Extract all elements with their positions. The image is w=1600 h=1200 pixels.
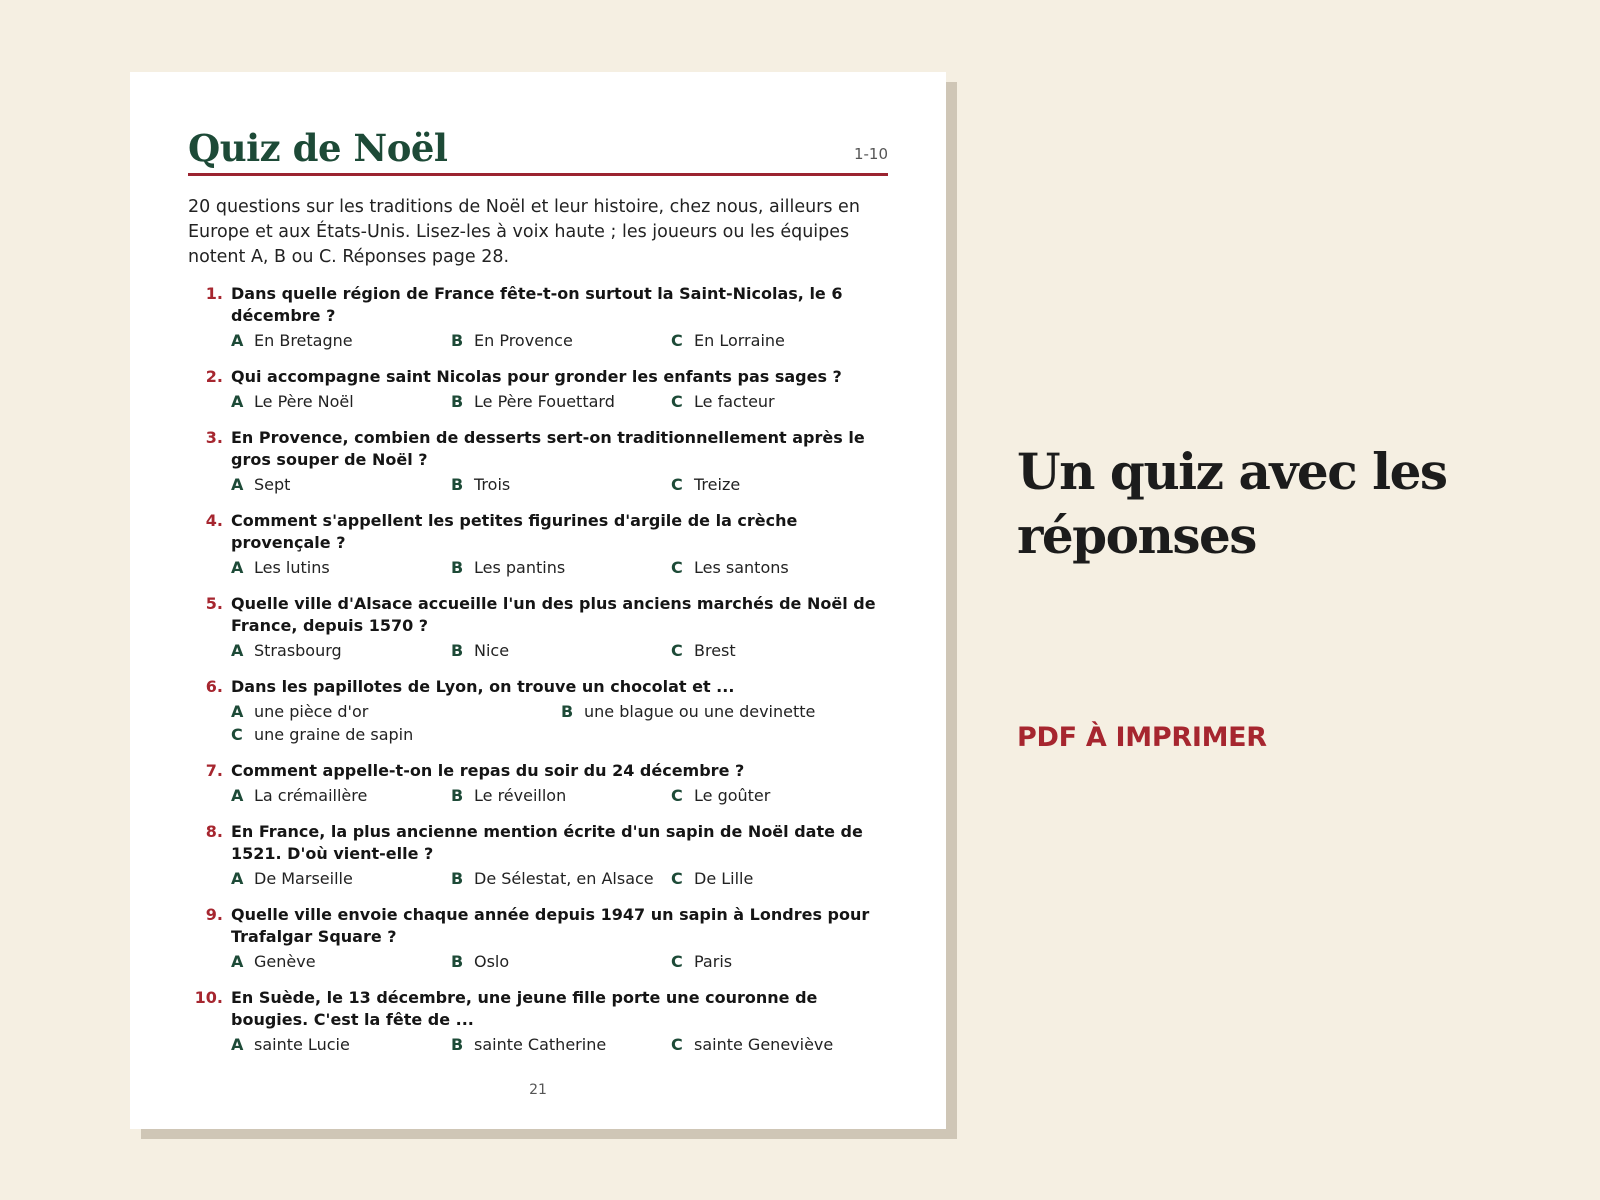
option-a bbox=[231, 700, 561, 723]
answer-options bbox=[231, 473, 891, 496]
option-letter: B bbox=[451, 951, 464, 971]
question-number: 5. bbox=[205, 593, 223, 613]
option-letter: A bbox=[231, 868, 244, 888]
question-text: Dans quelle région de France fête-t-on surtout la Saint-Nicolas, le 6 décembre ? bbox=[231, 283, 843, 325]
option-a bbox=[231, 329, 451, 352]
question-text: Quelle ville envoie chaque année depuis 1947 un sapin à Londres pour Trafalgar Square ? bbox=[231, 904, 870, 946]
option-c bbox=[231, 723, 561, 746]
option-letter: C bbox=[671, 785, 683, 805]
option-letter: C bbox=[671, 1034, 683, 1054]
option-text: En Bretagne bbox=[254, 330, 353, 350]
option-text: La crémaillère bbox=[254, 785, 368, 805]
question-text: Qui accompagne saint Nicolas pour gronder les enfants pas sages ? bbox=[231, 366, 842, 386]
option-b bbox=[451, 639, 671, 662]
question bbox=[188, 760, 888, 807]
option-text: Treize bbox=[694, 474, 741, 494]
question bbox=[188, 676, 888, 746]
answer-options bbox=[231, 950, 891, 973]
option-c bbox=[671, 390, 891, 413]
option-a bbox=[231, 639, 451, 662]
option-c bbox=[671, 1033, 891, 1056]
option-letter: C bbox=[671, 868, 683, 888]
question bbox=[188, 904, 888, 973]
question-number: 7. bbox=[205, 760, 223, 780]
option-text: Le goûter bbox=[694, 785, 771, 805]
question bbox=[188, 283, 888, 352]
option-letter: B bbox=[561, 701, 574, 721]
option-text: une blague ou une devinette bbox=[584, 701, 816, 721]
option-letter: B bbox=[451, 557, 464, 577]
question-number: 8. bbox=[205, 821, 223, 841]
option-letter: A bbox=[231, 330, 244, 350]
option-b bbox=[451, 390, 671, 413]
option-letter: C bbox=[671, 640, 683, 660]
option-text: Strasbourg bbox=[254, 640, 342, 660]
option-text: Le facteur bbox=[694, 391, 775, 411]
answer-options bbox=[231, 784, 891, 807]
option-letter: A bbox=[231, 391, 244, 411]
option-a bbox=[231, 867, 451, 890]
answer-options bbox=[231, 329, 891, 352]
option-b bbox=[451, 473, 671, 496]
question-number: 10. bbox=[194, 987, 223, 1007]
option-text: De Lille bbox=[694, 868, 754, 888]
question-text: En Suède, le 13 décembre, une jeune fille porte une couronne de bougies. C'est la fête de ... bbox=[231, 987, 818, 1029]
question-text: Comment appelle-t-on le repas du soir du 24 décembre ? bbox=[231, 760, 745, 780]
option-letter: C bbox=[671, 391, 683, 411]
question bbox=[188, 427, 888, 496]
option-a bbox=[231, 390, 451, 413]
option-letter: B bbox=[451, 330, 464, 350]
option-letter: B bbox=[451, 868, 464, 888]
answer-options bbox=[231, 1033, 891, 1056]
option-text: Genève bbox=[254, 951, 316, 971]
option-a bbox=[231, 556, 451, 579]
option-letter: B bbox=[451, 785, 464, 805]
option-letter: A bbox=[231, 785, 244, 805]
option-letter: A bbox=[231, 1034, 244, 1054]
promo-subtitle: PDF À IMPRIMER bbox=[1017, 722, 1267, 753]
option-c bbox=[671, 329, 891, 352]
option-text: sainte Lucie bbox=[254, 1034, 350, 1054]
question bbox=[188, 366, 888, 413]
option-b bbox=[451, 329, 671, 352]
page-header bbox=[188, 128, 888, 176]
question-text: En France, la plus ancienne mention écrite d'un sapin de Noël date de 1521. D'où vient-elle ? bbox=[231, 821, 863, 863]
option-text: sainte Catherine bbox=[474, 1034, 607, 1054]
option-b bbox=[451, 867, 671, 890]
question-text: En Provence, combien de desserts sert-on traditionnellement après le gros souper de Noël ? bbox=[231, 427, 865, 469]
option-text: De Marseille bbox=[254, 868, 353, 888]
option-text: En Provence bbox=[474, 330, 573, 350]
page-title: Quiz de Noël bbox=[188, 126, 448, 170]
option-c bbox=[671, 950, 891, 973]
question-range: 1-10 bbox=[853, 144, 888, 163]
option-c bbox=[671, 867, 891, 890]
option-c bbox=[671, 556, 891, 579]
option-a bbox=[231, 784, 451, 807]
option-text: Paris bbox=[694, 951, 733, 971]
option-text: une pièce d'or bbox=[254, 701, 369, 721]
answer-options bbox=[231, 556, 891, 579]
promo-title: Un quiz avec les réponses bbox=[1017, 442, 1447, 565]
option-c bbox=[671, 473, 891, 496]
option-letter: A bbox=[231, 951, 244, 971]
option-text: Le Père Noël bbox=[254, 391, 354, 411]
option-b bbox=[451, 784, 671, 807]
option-letter: B bbox=[451, 640, 464, 660]
question bbox=[188, 821, 888, 890]
page-number: 21 bbox=[529, 1082, 547, 1098]
option-b bbox=[451, 950, 671, 973]
option-text: Le réveillon bbox=[474, 785, 567, 805]
option-text: Brest bbox=[694, 640, 736, 660]
option-letter: B bbox=[451, 474, 464, 494]
option-b bbox=[561, 700, 891, 723]
question bbox=[188, 987, 888, 1056]
question-number: 1. bbox=[205, 283, 223, 303]
option-letter: C bbox=[671, 557, 683, 577]
question bbox=[188, 510, 888, 579]
option-c bbox=[671, 784, 891, 807]
option-c bbox=[671, 639, 891, 662]
question-number: 3. bbox=[205, 427, 223, 447]
question-number: 6. bbox=[205, 676, 223, 696]
option-letter: C bbox=[231, 724, 243, 744]
option-a bbox=[231, 1033, 451, 1056]
question-text: Quelle ville d'Alsace accueille l'un des plus anciens marchés de Noël de France, depuis 1570 ? bbox=[231, 593, 876, 635]
option-text: Les pantins bbox=[474, 557, 566, 577]
option-letter: B bbox=[451, 1034, 464, 1054]
question-text: Dans les papillotes de Lyon, on trouve un chocolat et ... bbox=[231, 676, 735, 696]
intro-text: 20 questions sur les traditions de Noël et leur histoire, chez nous, ailleurs en Europe et aux États-Unis. Lisez-les à voix haute ; les joueurs ou les équipes notent A, B ou C. Réponses page 28. bbox=[188, 196, 860, 267]
option-a bbox=[231, 473, 451, 496]
option-letter: C bbox=[671, 474, 683, 494]
option-text: Oslo bbox=[474, 951, 510, 971]
question-number: 2. bbox=[205, 366, 223, 386]
answer-options bbox=[231, 700, 891, 746]
option-letter: A bbox=[231, 474, 244, 494]
option-text: Les lutins bbox=[254, 557, 330, 577]
option-text: Le Père Fouettard bbox=[474, 391, 615, 411]
option-text: En Lorraine bbox=[694, 330, 785, 350]
option-a bbox=[231, 950, 451, 973]
option-letter: B bbox=[451, 391, 464, 411]
question-number: 9. bbox=[205, 904, 223, 924]
option-text: Sept bbox=[254, 474, 291, 494]
option-text: Trois bbox=[474, 474, 511, 494]
question-number: 4. bbox=[205, 510, 223, 530]
answer-options bbox=[231, 867, 891, 890]
option-text: une graine de sapin bbox=[254, 724, 414, 744]
option-text: Les santons bbox=[694, 557, 789, 577]
answer-options bbox=[231, 390, 891, 413]
question-text: Comment s'appellent les petites figurines d'argile de la crèche provençale ? bbox=[231, 510, 798, 552]
option-letter: A bbox=[231, 557, 244, 577]
option-b bbox=[451, 1033, 671, 1056]
answer-options bbox=[231, 639, 891, 662]
option-letter: C bbox=[671, 951, 683, 971]
option-letter: A bbox=[231, 701, 244, 721]
option-letter: A bbox=[231, 640, 244, 660]
option-text: sainte Geneviève bbox=[694, 1034, 834, 1054]
option-text: Nice bbox=[474, 640, 510, 660]
question bbox=[188, 593, 888, 662]
question-list bbox=[188, 283, 888, 1056]
option-b bbox=[451, 556, 671, 579]
option-text: De Sélestat, en Alsace bbox=[474, 868, 654, 888]
quiz-page bbox=[130, 72, 946, 1129]
option-letter: C bbox=[671, 330, 683, 350]
